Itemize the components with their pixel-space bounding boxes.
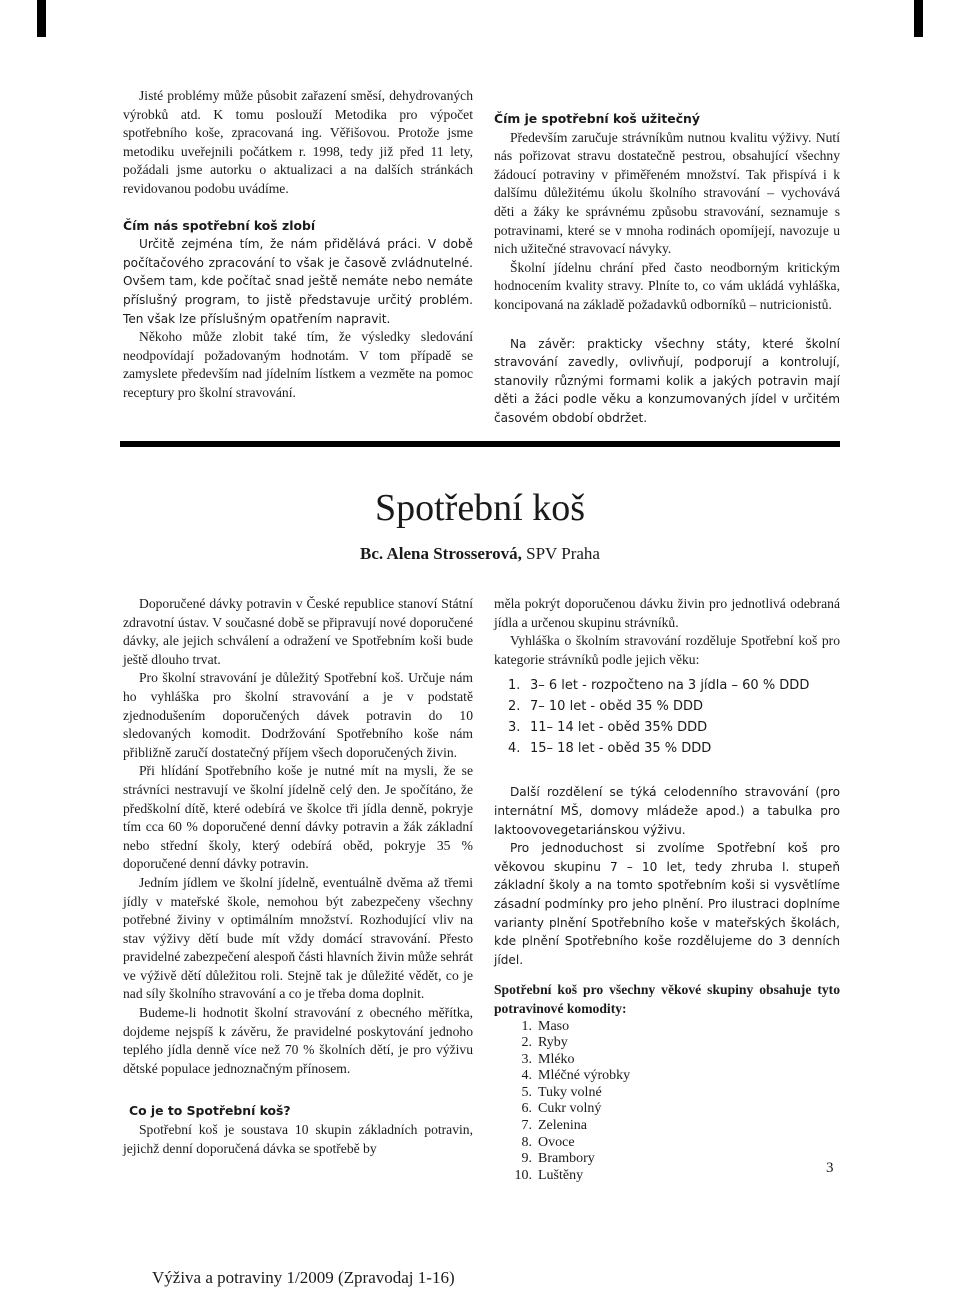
article-title: Spotřební koš [374,487,586,529]
author-line [0,542,960,566]
section-heading: Co je to Spotřební koš? [129,1103,291,1119]
age-group-list [494,675,840,759]
paragraph: Určitě zejména tím, že nám přidělává práci. V době počítačového zpracování to však je časově zvládnutelné. Ovšem tam, kde počítač snad ještě nemáte nebo nemáte příslušný program, to jistě představuje určitý problém. Ten však lze příslušným opatřením napravit. [123,237,473,326]
page-number: 3 [826,1160,834,1176]
list-item: 4. Mléčné výrobky [521,1068,631,1084]
author-name: Bc. Alena Strosserová, [360,544,522,563]
list-item: 9. Brambory [521,1151,595,1167]
paragraph: Další rozdělení se týká celodenního stravování (pro internátní MŠ, domovy mládeže apod.) a tabulka pro laktoovovegetariánskou výživu. [494,785,840,837]
paragraph: Pro školní stravování je důležitý Spotřební koš. Určuje nám ho vyhláška pro školní stravování a je v podstatě zjednodušením doporučených dávek potravin do 10 sledovaných komodit. Dodržování Spotřebního koše nám přibližně zaručí dostatečný příjem všech doporučených živin. [123,670,473,760]
list-item: 10. Luštěny [514,1167,584,1183]
top-right-column [494,110,840,428]
paragraph: Především zaručuje strávníkům nutnou kvalitu výživy. Nutí nás pořizovat stravu dostatečně pestrou, obsahující všechny žádoucí potraviny v přiměřeném množství. Tak přispívá i k dalšímu důležitému úkolu školního stravování – vychovává děti a žáky ke správnému způsobu stravování, seznamuje s potravinami, které se v mnoha rodinách opomíjejí, navozuje u nich užitečné stravovací návyky. [494,129,840,257]
paragraph: Vyhláška o školním stravování rozděluje Spotřební koš pro kategorie strávníků podle jejich věku: [494,633,840,667]
list-item: 2. Ryby [521,1035,568,1051]
top-left-column [123,87,473,403]
section-heading: Spotřební koš pro všechny věkové skupiny obsahuje tyto potravinové komodity: [494,982,840,1016]
list-item: 4. 15– 18 let - oběd 35 % DDD [508,741,712,757]
section-heading: Čím je spotřební koš užitečný [494,111,700,126]
paragraph: Jedním jídlem ve školní jídelně, eventuálně dvěma až třemi jídly v mateřské škole, nemohou být zabezpečeny všechny potřebné živiny v optimálním množství. Rozhodující vliv na stav výživy dětí bude mít vždy domácí stravování. Přesto pravidelné zabezpečení alespoň části hlavních živin může sehrát ve výživě dětí důležitou roli. Stejně tak je důležité vědět, co je nad síly školního stravování a co je třeba doma doplnit. [123,874,473,1002]
list-item: 8. Ovoce [521,1134,575,1150]
section-heading: Čím nás spotřební koš zlobí [123,217,316,233]
crop-mark-top-left [37,0,46,37]
food-commodity-list [494,1019,840,1185]
footer: Výživa a potraviny 1/2009 (Zpravodaj 1-16) [152,1268,455,1287]
intro-paragraph: Jisté problémy může působit zařazení směsí, dehydrovaných výrobků atd. K tomu poslouží Metodika pro výpočet spotřebního koše, zpracovaná ing. Věřišovou. Protože jsme metodiku uveřejnili počátkem r. 1998, tedy již před 11 lety, požádali jsme autorku o aktualizaci a na dalších stránkách revidovanou podobu uvádíme. [123,88,473,196]
list-item: 7. Zelenina [521,1118,587,1134]
author-org: SPV Praha [521,544,600,563]
paragraph: Na závěr: prakticky všechny státy, které školní stravování zavedly, ovlivňují, podporují a kontrolují, stanovily různými formami kolik a jakých potravin mají děti a žáci podle věku a konzumovaných jídel v určitém časovém období obdržet. [494,336,840,425]
divider-rule [120,441,840,447]
paragraph: Spotřební koš je soustava 10 skupin základních potravin, jejichž denní doporučená dávka se spotřebě by [123,1122,473,1156]
right-column [494,595,840,1184]
list-item: 5. Tuky volné [521,1084,602,1100]
list-item: 1. Maso [521,1018,570,1034]
paragraph: Doporučené dávky potravin v České republice stanoví Státní zdravotní ústav. V současné době se připravují nové doporučené dávky, ale jejich schválení a odražení ve Spotřebním koši bude ještě dlouho trvat. [123,596,473,667]
list-item: 1. 3– 6 let - rozpočteno na 3 jídla – 60 % DDD [508,678,810,694]
paragraph: Při hlídání Spotřebního koše je nutné mít na mysli, že se strávníci nestravují ve školní jídelně celý den. Je spočítáno, že předškolní dítě, které odebírá ve školce tři jídla denně, pokryje tím cca 60 % doporučené denní dávky potravin a žák základní nebo střední školy, který odebírá oběd, pokryje 35 % doporučené denní dávky potravin. [123,763,473,872]
list-item: 6. Cukr volný [521,1101,602,1117]
paragraph: Někoho může zlobit také tím, že výsledky sledování neodpovídají požadovaným hodnotám. V tom případě se zamyslete především nad jídelním lístkem a vezměte na pomoc receptury pro školní stravování. [123,329,473,400]
list-item: 3. 11– 14 let - oběd 35% DDD [508,720,708,736]
left-column [123,595,473,1158]
paragraph: Školní jídelnu chrání před často neodborným kritickým hodnocením kvality stravy. Plníte to, co vám ukládá vyhláška, koncipovaná na základě požadavků odborníků – nutricionistů. [494,259,840,312]
crop-mark-top-right [914,0,923,37]
list-item: 2. 7– 10 let - oběd 35 % DDD [508,699,704,715]
paragraph: Pro jednoduchost si zvolíme Spotřební koš pro věkovou skupinu 7 – 10 let, tedy zhruba I. stupeň základní školy a na tomto spotřebním koši si vysvětlíme zásadní podmínky pro jeho plnění. Pro ilustraci doplníme varianty plnění Spotřebního koše v mateřských školách, kde plnění Spotřebního koše rozdělujeme do 3 denních jídel. [494,841,840,967]
paragraph: měla pokrýt doporučenou dávku živin pro jednotlivá odebraná jídla a určenou skupinu strávníků. [494,596,840,630]
list-item: 3. Mléko [521,1051,575,1067]
paragraph: Budeme-li hodnotit školní stravování z obecného měřítka, dojdeme nejspíš k závěru, že pravidelné poskytování jednoho teplého jídla denně více než 70 % školních dětí, je pro výživu dětské populace jednoznačným přínosem. [123,1005,473,1076]
